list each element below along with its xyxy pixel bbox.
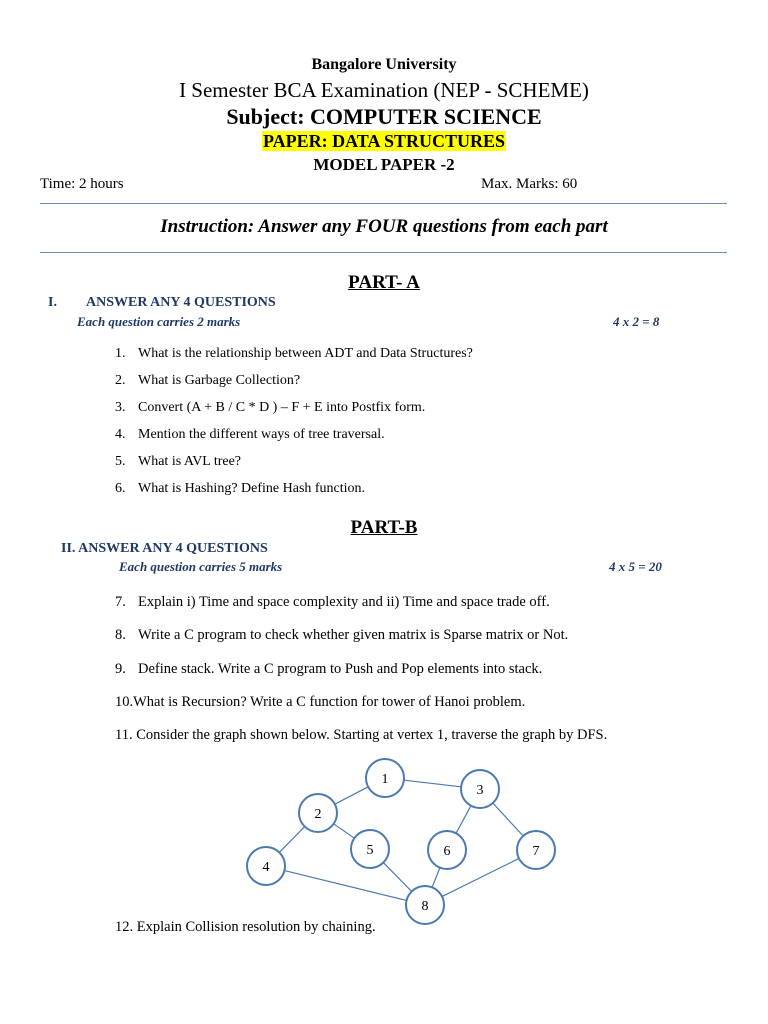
graph-node-label: 4	[262, 860, 270, 875]
graph-node-2	[299, 794, 337, 832]
time-label: Time: 2 hours	[40, 176, 124, 192]
question-number: 6.	[115, 481, 126, 496]
exam-title: I Semester BCA Examination (NEP - SCHEME)	[179, 78, 589, 102]
graph-node-label: 6	[443, 844, 451, 859]
part-a-heading: ANSWER ANY 4 QUESTIONS	[86, 295, 276, 310]
university-name: Bangalore University	[311, 56, 457, 73]
question-number: 5.	[115, 454, 126, 469]
question-number: 4.	[115, 427, 126, 442]
graph-node-label: 8	[421, 899, 429, 914]
question-text: Write a C program to check whether given matrix is Sparse matrix or Not.	[138, 627, 569, 643]
question-text: Explain Collision resolution by chaining.	[133, 919, 376, 935]
graph-node-6	[428, 831, 466, 869]
question-text: What is Hashing? Define Hash function.	[138, 481, 366, 496]
graph-node-label: 5	[366, 843, 374, 858]
graph-node-label: 3	[476, 783, 484, 798]
graph-edge-2-5	[334, 824, 355, 838]
paper-title: PAPER: DATA STRUCTURES	[262, 131, 506, 151]
question-number: 2.	[115, 373, 126, 388]
question-number: 7.	[115, 594, 126, 610]
part-a-marks: 4 x 2 = 8	[613, 314, 660, 329]
question-text: What is AVL tree?	[138, 454, 242, 469]
part-b-heading: II. ANSWER ANY 4 QUESTIONS	[61, 541, 268, 556]
graph-edge-4-8	[284, 871, 406, 901]
graph-edge-3-6	[456, 806, 471, 834]
part-a-title: PART- A	[348, 272, 420, 293]
question-text: Define stack. Write a C program to Push and Pop elements into stack.	[138, 661, 543, 677]
model-paper-label: MODEL PAPER -2	[313, 155, 455, 174]
subject-title: Subject: COMPUTER SCIENCE	[226, 104, 542, 129]
question-number: 12.	[115, 919, 134, 935]
question-number: 11.	[115, 727, 133, 743]
max-marks-label: Max. Marks: 60	[481, 176, 578, 192]
question-text: What is Garbage Collection?	[138, 373, 301, 388]
graph-node-3	[461, 770, 499, 808]
question-number: 1.	[115, 346, 126, 361]
graph-node-8	[406, 886, 444, 924]
question-12	[115, 919, 376, 936]
graph-edge-1-2	[335, 787, 368, 804]
graph-node-label: 1	[381, 772, 389, 787]
part-a-roman: I.	[48, 295, 57, 310]
graph-edge-1-3	[404, 780, 461, 787]
question-text: What is Recursion? Write a C function for tower of Hanoi problem.	[133, 694, 526, 710]
question-text: Mention the different ways of tree traversal.	[138, 427, 385, 442]
instruction: Instruction: Answer any FOUR questions from each part	[160, 216, 608, 237]
question-text: Explain i) Time and space complexity and ii) Time and space trade off.	[138, 594, 550, 610]
part-b-marks: 4 x 5 = 20	[609, 559, 662, 574]
question-number: 10.	[115, 694, 134, 710]
graph-edge-5-8	[383, 863, 411, 892]
graph-edge-6-8	[432, 868, 440, 888]
graph-node-5	[351, 830, 389, 868]
graph-node-4	[247, 847, 285, 885]
graph-node-7	[517, 831, 555, 869]
graph-node-label: 2	[314, 807, 322, 822]
question-number: 8.	[115, 627, 126, 643]
part-a-carries: Each question carries 2 marks	[77, 314, 241, 329]
question-number: 3.	[115, 400, 126, 415]
question-text: Consider the graph shown below. Starting at vertex 1, traverse the graph by DFS.	[132, 727, 608, 743]
graph-node-1	[366, 759, 404, 797]
graph-node-label: 7	[532, 844, 540, 859]
part-b-title: PART-B	[350, 517, 418, 538]
part-b-carries: Each question carries 5 marks	[119, 559, 283, 574]
graph-edge-2-4	[279, 827, 304, 853]
question-text: Convert (A + B / C * D ) – F + E into Postfix form.	[138, 400, 426, 415]
graph-edge-3-7	[493, 803, 523, 836]
question-text: What is the relationship between ADT and Data Structures?	[138, 346, 473, 361]
question-number: 9.	[115, 661, 126, 677]
